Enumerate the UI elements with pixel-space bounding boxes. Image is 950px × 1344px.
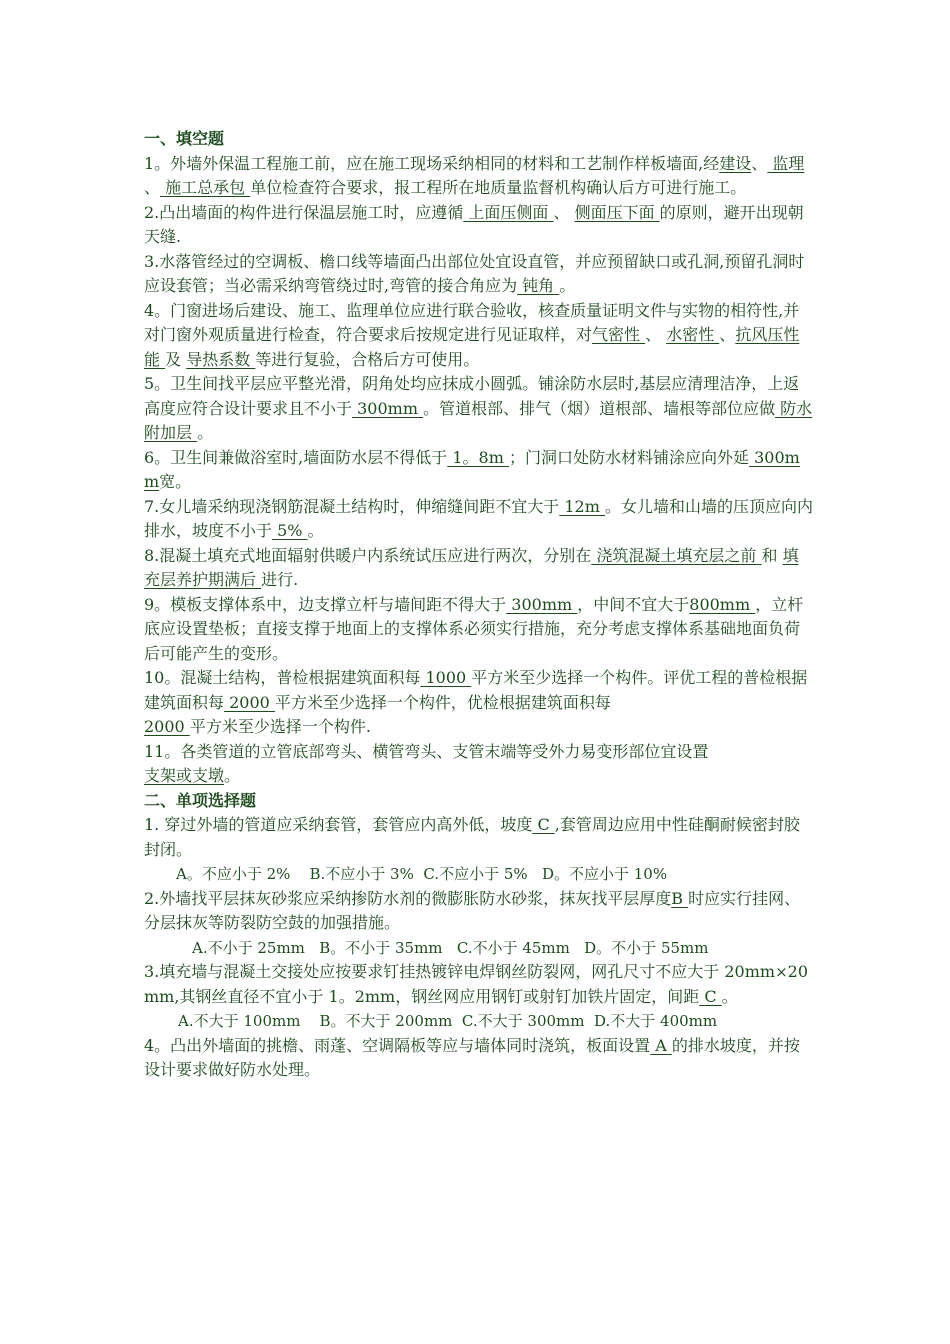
- answer-blank: 上面压侧面: [463, 202, 554, 222]
- answer-blank: 钝角: [517, 276, 560, 295]
- choice-question-4: [144, 1034, 814, 1083]
- text: 时应实行挂网、分层抹灰等防裂防空鼓的加强措施。: [144, 888, 801, 932]
- question-10-cont: [144, 715, 814, 740]
- text: 和: [761, 545, 783, 565]
- text: 单位检查符合要求，报工程所在地质量监督机构确认后方可进行施工。: [250, 178, 747, 197]
- answer-blank: 导热系数: [186, 349, 256, 369]
- text: 平方米至少选择一个构件。评优工程的普检根据建筑面积每: [144, 668, 808, 712]
- text: 4。门窗进场后建设、施工、监理单位应进行联合验收，核查质量证明文件与实物的相符性,并对门窗外观质量进行检查，符合要求后按规定进行见证取样，对: [144, 300, 800, 344]
- answer-blank: C: [699, 986, 722, 1006]
- text: 2.凸出墙面的构件进行保温层施工时，应遵循: [144, 202, 464, 222]
- text: ,套管周边应用中性硅酮耐候密封胶封闭。: [144, 815, 800, 859]
- question-11: [144, 740, 814, 765]
- times-sign: ×: [775, 963, 788, 981]
- text: 。: [224, 766, 241, 785]
- question-11-cont: [144, 764, 814, 789]
- question-3: [144, 250, 814, 299]
- text: 8.混凝土填充式地面辐射供暖户内系统试压应进行两次，分别在: [144, 545, 592, 565]
- answer-blank: 填充层养护期满后: [144, 545, 799, 589]
- text: 的原则，避开出现朝天缝.: [144, 202, 804, 246]
- text: 、: [719, 325, 736, 344]
- text: 5。卫生间找平层应平整光滑，阴角处均应抹成小圆弧。铺涂防水层时,基层应清理洁净，上返高度应符合设计要求且不小于: [144, 374, 800, 418]
- answer-blank: 2000: [224, 692, 275, 712]
- text: 。: [307, 521, 324, 540]
- text: 6。卫生间兼做浴室时,墙面防水层不得低于: [144, 447, 448, 467]
- answer-blank: A: [650, 1035, 672, 1055]
- answer-blank: 抗风压性能: [144, 325, 800, 369]
- answer-blank: 监理: [767, 153, 805, 173]
- text: 的排水坡度，并按设计要求做好防水处理。: [144, 1035, 800, 1079]
- choice-options-3: A.不大于 100mm B。不大于 200mm C.不大于 300mm D.不大于 400mm: [178, 1012, 718, 1030]
- text: 2.外墙找平层抹灰砂浆应采纳掺防水剂的微膨胀防水砂浆，抹灰找平层厚度: [144, 888, 672, 908]
- answer-blank: 气密性: [592, 325, 646, 344]
- text: 平方米至少选择一个构件，优检根据建筑面积每: [274, 692, 611, 712]
- answer-blank: 300mm: [506, 594, 578, 614]
- text: 等进行复验，合格后方可使用。: [255, 349, 480, 369]
- answer-blank: 防水附加层: [144, 398, 813, 442]
- question-10: [144, 666, 814, 715]
- text: 9。模板支撑体系中，边支撑立杆与墙间距不得大于: [144, 594, 507, 614]
- text: 。女儿墙和山墙的压顶应向内排水，坡度不小于: [144, 496, 813, 540]
- answer-blank: 1000: [420, 668, 472, 687]
- answer-blank: 2000: [144, 717, 190, 736]
- answer-blank: 侧面压下面: [574, 202, 660, 222]
- section-title-single-choice: 二、单项选择题: [144, 790, 257, 810]
- choice-question-3: [144, 960, 814, 1009]
- question-1: [144, 152, 814, 201]
- text: 20mm,其钢丝直径不宜小于 1。2mm，钢丝网应用钢钉或射钉加铁片固定，间距: [144, 962, 808, 1006]
- text: 进行.: [261, 570, 299, 589]
- text: ；门洞口处防水材料铺涂应向外延: [509, 447, 750, 467]
- question-2: [144, 201, 814, 250]
- answer-blank: 300mm: [352, 398, 424, 418]
- answer-blank: 1。8m: [447, 447, 509, 467]
- question-4: [144, 299, 814, 373]
- answer-blank: 支架或支墩: [144, 766, 225, 785]
- question-9: [144, 593, 814, 667]
- answer-blank: 300mm: [144, 447, 800, 491]
- answer-blank: 5%: [272, 521, 308, 540]
- text: 11。各类管道的立管底部弯头、横管弯头、支管末端等受外力易变形部位宜设置: [144, 741, 709, 761]
- text: 。: [197, 423, 214, 442]
- question-8: [144, 544, 814, 593]
- answer-blank: 水密性: [666, 325, 720, 344]
- text: 、: [751, 153, 768, 173]
- text: 及: [165, 349, 187, 369]
- text: 、: [645, 325, 667, 344]
- text: 、: [144, 178, 161, 197]
- choice-question-1: [144, 813, 814, 862]
- answer-blank: C: [532, 815, 555, 834]
- text: ，中间不宜大于: [577, 594, 690, 614]
- text: 1。外墙外保温工程施工前，应在施工现场采纳相同的材料和工艺制作样板墙面,经: [144, 153, 720, 173]
- choice-options-1: A。不应小于 2% B.不应小于 3% C.不应小于 5% D。不应小于 10%: [176, 865, 668, 883]
- text: 、: [553, 202, 575, 222]
- answer-blank: 12m: [559, 496, 605, 516]
- text: 。管道根部、排气（烟）道根部、墙根等部位应做: [423, 398, 776, 418]
- choice-options-2: A.不小于 25mm B。不小于 35mm C.不小于 45mm D。不小于 55mm: [192, 938, 709, 957]
- text: 10。混凝土结构，普检根据建筑面积每: [144, 668, 421, 687]
- answer-blank: 建设: [719, 153, 752, 173]
- text: 。: [559, 276, 576, 295]
- text: 宽。: [159, 472, 192, 491]
- question-5: [144, 372, 814, 446]
- document-body: [144, 127, 814, 1083]
- answer-blank: B: [671, 888, 689, 908]
- text: 1. 穿过外墙的管道应采纳套管，套管应内高外低，坡度: [144, 815, 533, 834]
- answer-blank: 800mm: [689, 594, 756, 614]
- question-6: [144, 446, 814, 495]
- text: 平方米至少选择一个构件.: [189, 717, 371, 736]
- answer-blank: 浇筑混凝土填充层之前: [591, 545, 762, 565]
- text: 7.女儿墙采纳现浇钢筋混凝土结构时，伸缩缝间距不宜大于: [144, 496, 560, 516]
- text: 4。凸出外墙面的挑檐、雨蓬、空调隔板等应与墙体同时浇筑，板面设置: [144, 1035, 651, 1055]
- text: ，立杆底应设置垫板；直接支撑于地面上的支撑体系必须实行措施，充分考虑支撑体系基础地面负荷后可能产生的变形。: [144, 594, 804, 663]
- text: 3.水落管经过的空调板、檐口线等墙面凸出部位处宜设直管，并应预留缺口或孔洞,预留孔洞时应设套管；当必需采纳弯管绕过时,弯管的接合角应为: [144, 251, 805, 295]
- text: 3.填充墙与混凝土交接处应按要求钉挂热镀锌电焊钢丝防裂网，网孔尺寸不应大于 20mm: [144, 962, 776, 981]
- section-title-fill-blank: 一、填空题: [144, 129, 225, 148]
- question-7: [144, 495, 814, 544]
- answer-blank: 施工总承包: [160, 178, 251, 197]
- choice-question-2: [144, 887, 814, 936]
- text: 。: [721, 986, 738, 1006]
